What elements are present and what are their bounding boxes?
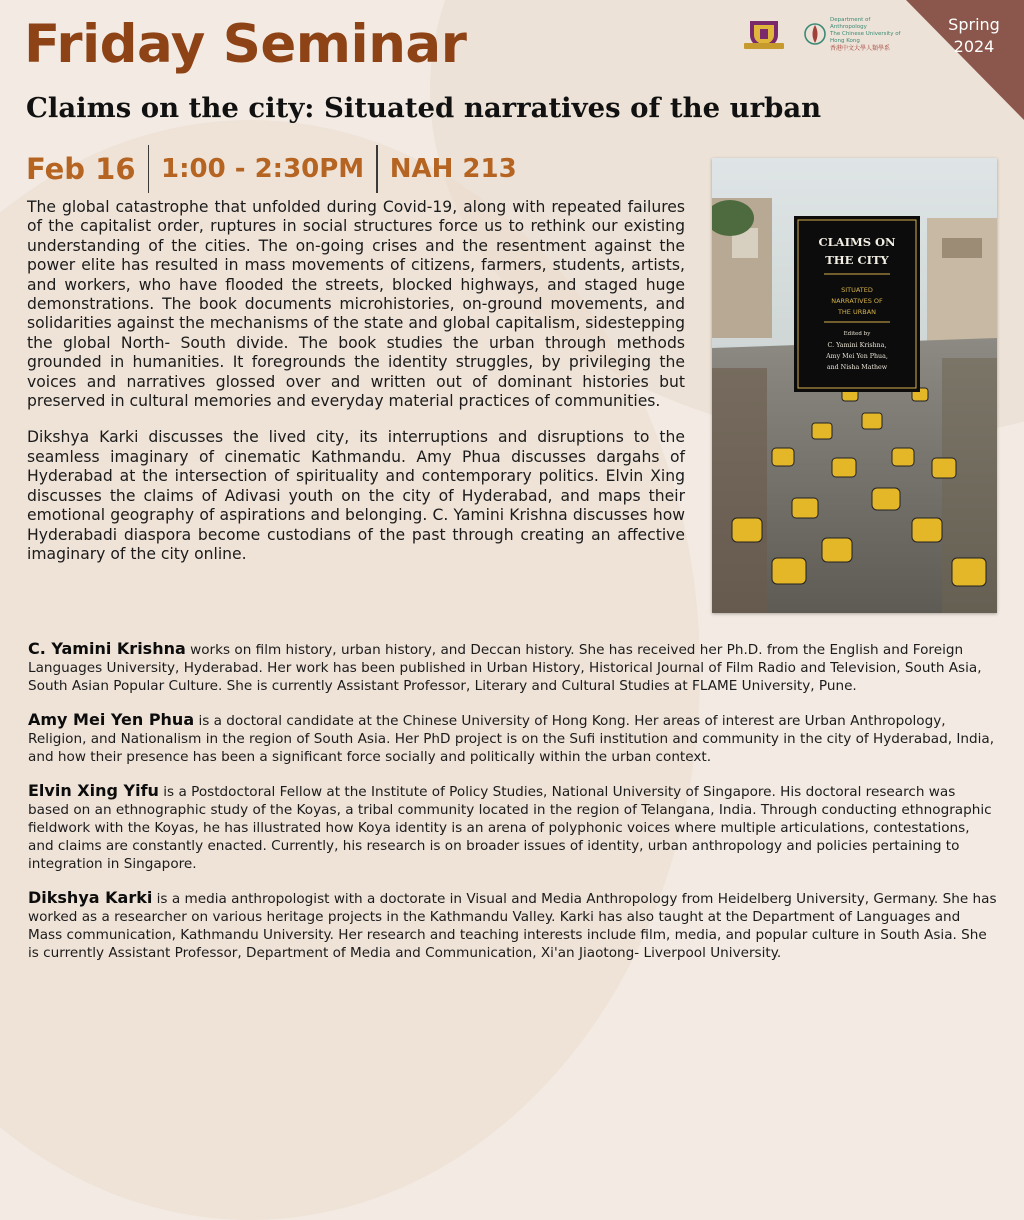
term-year: 2024 — [953, 37, 995, 56]
term-label — [934, 14, 1014, 58]
abstract-paragraph: The global catastrophe that unfolded during Covid-19, along with repeated failures of the capitalist order, ruptures in social structures force us to rethink our existing understanding of the cities. The on-going crises and the resentment against the power elite has resulted in mass movements of citizens, farmers, students, artists, and workers, who have flooded the streets, blocked highways, and staged huge demonstrations. The book documents microhistories, on-ground movements, and solidarities against the mechanisms of the state and global capitalism, sidestepping the global North- South divide. The book studies the urban through methods grounded in humanities. It foregrounds the identity struggles, by privileging the voices and narratives glossed over and written out of dominant histories but preserved in cultural memories and everyday material practices of communities. — [27, 198, 685, 411]
dept-mark-icon — [804, 19, 826, 49]
speaker-name: Dikshya Karki — [28, 888, 153, 907]
dept-name-en: Department of Anthropology — [830, 16, 871, 30]
speaker-bio — [28, 782, 998, 873]
book-title-line1: CLAIMS ON — [818, 235, 896, 249]
cuhk-crest-logo — [742, 17, 786, 51]
speaker-name: C. Yamini Krishna — [28, 639, 186, 658]
speaker-bio-text: works on film history, urban history, and Deccan history. She has received her Ph.D. from the English and Foreign Languages University, Hyderabad. Her work has been published in Urban History, Historical Journal of Film Radio and Television, South Asia, South Asian Popular Culture. She is currently Assistant Professor, Literary and Cultural Studies at FLAME University, Pune. — [28, 642, 982, 694]
speaker-bio-text: is a Postdoctoral Fellow at the Institute of Policy Studies, National University of Singapore. His doctoral research was based on an ethnographic study of the Koyas, a tribal community located in the region of Telangana, India. Through conducting ethnographic fieldwork with the Koyas, he has illustrated how Koya identity is an arena of polyphonic voices where multiple articulations, contestations, and claims are constantly enacted. Currently, his research is on broader issues of identity, urban anthropology and policies pertaining to integration in Singapore. — [28, 784, 992, 872]
event-venue: NAH 213 — [389, 154, 517, 184]
abstract — [27, 198, 685, 581]
book-subtitle-line1: SITUATED — [841, 286, 873, 294]
speaker-bio — [28, 711, 998, 766]
book-editor: Amy Mei Yen Phua, — [826, 353, 888, 360]
speaker-bio — [28, 889, 998, 962]
speaker-bios — [28, 640, 998, 978]
speaker-name: Elvin Xing Yifu — [28, 781, 159, 800]
divider — [376, 145, 378, 193]
divider — [148, 145, 150, 193]
speaker-bio-text: is a media anthropologist with a doctorate in Visual and Media Anthropology from Heidelberg University, Germany. She has worked as a researcher on various heritage projects in the Kathmandu Valley. Karki has also taught at the Department of Languages and Mass communication, Kathmandu University. Her research and teaching interests include film, media, and popular culture in South Asia. She is currently Assistant Professor, Department of Media and Communication, Xi'an Jiaotong- Liverpool University. — [28, 891, 997, 961]
book-cover-image — [712, 158, 997, 613]
event-time: 1:00 - 2:30PM — [161, 154, 365, 184]
anthropology-dept-logo — [804, 17, 908, 52]
seminar-subtitle: Claims on the city: Situated narratives of the urban — [26, 92, 822, 124]
term-season: Spring — [948, 15, 1000, 34]
abstract-paragraph: Dikshya Karki discusses the lived city, its interruptions and disruptions to the seamless imaginary of cinematic Kathmandu. Amy Phua discusses dargahs of Hyderabad at the intersection of spirituality and contemporary politics. Elvin Xing discusses the claims of Adivasi youth on the city of Hyderabad, and maps their emotional geography of aspirations and belonging. C. Yamini Krishna discusses how Hyderabadi diaspora become custodians of the past through creating an affective imaginary of the city online. — [27, 428, 685, 563]
book-title-line2: THE CITY — [825, 253, 889, 267]
dept-name-zh: 香港中文大學人類學系 — [830, 44, 891, 52]
speaker-bio — [28, 640, 998, 695]
book-editor: C. Yamini Krishna, — [827, 342, 887, 349]
logos — [742, 14, 908, 54]
speaker-name: Amy Mei Yen Phua — [28, 710, 195, 729]
book-subtitle-line3: THE URBAN — [837, 308, 877, 316]
speaker-bio-text: is a doctoral candidate at the Chinese University of Hong Kong. Her areas of interest are Urban Anthropology, Religion, and Nationalism in the region of South Asia. Her PhD project is on the Sufi institution and community in the city of Hyderabad, India, and how their presence has been a significant force socially and politically within the urban context. — [28, 713, 995, 765]
dept-university-en: The Chinese University of Hong Kong — [830, 30, 901, 44]
page-title: Friday Seminar — [24, 14, 467, 75]
event-date: Feb 16 — [26, 152, 136, 186]
book-editor: and Nisha Mathew — [826, 364, 888, 371]
event-meta — [26, 144, 517, 194]
book-subtitle-line2: NARRATIVES OF — [831, 297, 883, 305]
book-edited-by: Edited by — [843, 331, 871, 337]
